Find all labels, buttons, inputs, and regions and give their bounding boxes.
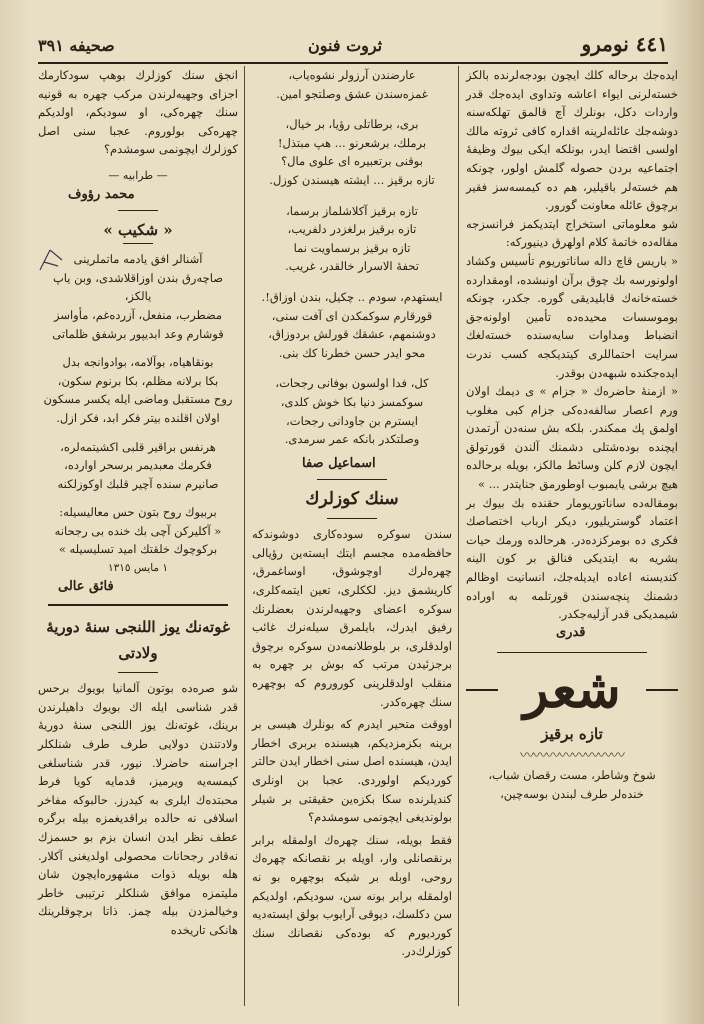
poem-line: « آكلیركن آچی بك خنده بی رجحانه — [54, 523, 222, 538]
decor-rule — [466, 689, 498, 691]
paragraph: شو صره‌ده بوتون آلمانیا بویوك برحس قدر شناسی ایله اك بویوك داهیلرندن برینك، غوته‌نك یوز اللنجی سنهٔ دوریهٔ ولادتندن دولایی طرف طرف شنلكلر اجراسنه حاضرلا. نیور، قدر شناسلغی كیمسه‌یه ویرمیز، قدمایه كویا فرط محبتده‌ك ایلری به كیدرز. حالبوكه مفاخر اسلافی نه حالده براقدیغمزه بیله برگره عطف نظر ایدن انسان بزم بو حسمزك نه‌قادر رجحانات محصولی اولدیغنی آكلار. هله بویله ذوات مشهوره‌ایچون شان ملیتمزه موافق شنلكلر ترتیبی خاطر وخیالمزدن بیله چمز. ذاتا برچوقلرینك هانكی تاریخده — [38, 681, 238, 937]
poem-line: صانیرم سنده آچیر قلبك اوكوزلكنه — [57, 476, 219, 491]
poem-line: بكا برلانه مظلم، بكا برنوم سكون، — [57, 373, 219, 388]
column-divider-right — [458, 66, 459, 1006]
author-signature: اسماعیل صفا — [302, 455, 376, 471]
poem-line: آشنالر افق یادمه ماتملرینی — [73, 252, 203, 267]
author-signature: فائق عالی — [58, 578, 114, 594]
poem-line: محو ایدر حسن خطرنا كك بنی. — [278, 345, 426, 360]
paragraph: انجق سنك كوزلرك بوهپ سودكارمك اجزای وجهیه‌لرندن مركب چهره به قونیه سنك چهره‌كی، او سودیكم، اولدیكم چهره‌كی بولوروم. عجبا سنی اصل كوزلرك ایچونمی سومشدم؟ — [38, 68, 238, 157]
poem-line: بوقنی برتعبیره ای علوی مال؟ — [281, 154, 423, 169]
paragraph: « باریس قاچ داله ساناتوریوم تأسیس وكشاد اولونورسه بك چوق برآن اونبشده، اومقدارده خسته‌خانه‌ك قابلیدیقی گوره. جكدر، چونكه بوموسسات محیده‌ده تأمین اولونه‌جق انضباط ومداوات سایه‌سنده خسته‌لغك سرایت احتماللری كیتدیكجه كسب ندرت ایده‌جكنده شبهه‌دن بوقدر. — [466, 253, 678, 380]
poem-title: تازه برقیز — [541, 725, 603, 744]
column-left — [38, 66, 238, 1016]
article-title: غوته‌نك یوز اللنجی سنهٔ دوریهٔ ولادتی — [46, 618, 230, 663]
poem-title: « شكیب » — [103, 221, 173, 240]
poem-line: وصلتكدر بانكه عمر سرمدی. — [284, 432, 420, 447]
poem-line: قوشارم وعد ابدیپور برشفق ظلماتی — [52, 326, 224, 341]
poem-date: ١ مایس ١٣١٥ — [107, 562, 168, 575]
poem-line: فكرمك معبدیمر برسحر اوارده، — [64, 458, 212, 473]
issue-number: ٤٤١ نومرو — [581, 32, 668, 56]
column-divider-left — [244, 66, 245, 1006]
pencil-mark-icon — [36, 244, 66, 274]
section-title: سنك كوزلرك — [305, 489, 399, 510]
poem-line: عارضندن آرزولر نشوه‌یاب، — [288, 68, 416, 82]
section-rule — [118, 210, 158, 211]
place-note: — طرابیه — — [108, 168, 168, 182]
poem-line: صاچه‌رق بندن اوزاقلاشدی، وبن یاپ یالكز، — [52, 270, 224, 304]
section-rule — [317, 479, 387, 480]
decor-rule — [646, 689, 678, 691]
poem-line: تازه برقیز آكلاشلماز برسما، — [286, 203, 418, 218]
poem-line: مضطرب، منفعل، آزرده‌غم، مأواسز — [53, 307, 223, 322]
poem-line: خنده‌لر طرف لبندن بوسه‌چین، — [500, 786, 644, 801]
poem-line: تحفهٔ الاسرار خالقدر، غریب. — [285, 259, 419, 274]
section-rule — [48, 604, 228, 606]
column-right — [466, 66, 678, 1016]
poem-line: شوخ وشاطر، مست رقصان شباب، — [488, 768, 656, 782]
poem-line: كل، فدا اولسون بوفانی رجحات، — [275, 376, 429, 391]
column-middle — [252, 66, 452, 1016]
page-number: صحيفه ٣٩١ — [38, 36, 115, 55]
author-signature: محمد رؤوف — [68, 186, 135, 202]
poem-line: غمزه‌سندن عشق وصلتجو امین. — [276, 86, 428, 101]
poem-line: هرنفس براقیر قلبی اكشیتمه‌لره، — [60, 439, 216, 454]
poem-line: روح مستقبل وماضی ایله یكسر مسكون — [43, 392, 233, 407]
poem-line: تازه برقیز برلغزدر دلفریب، — [287, 222, 417, 237]
section-rule — [118, 672, 158, 673]
poem-line: ایستهدم، سودم .. چكیل، بندن اوزاق!. — [261, 289, 443, 304]
poem-line: بربیوك روح بتون حس معالیسیله: — [59, 505, 217, 520]
header-rule — [38, 62, 668, 64]
poem-line: ایسترم بن جاودانی رجحات، — [286, 413, 418, 428]
paragraph: ایده‌جك برحاله كلك ایچون بودجه‌لرنده بالكز خسته‌لرنی ایواء اعاشه وتداوی ایده‌جك قدر واردات دكل، بونلرك آچ قالمق تهلكه‌سنه دوشه‌جك عائله‌لرینه اقداره كافی ثروته مالك اولسی اقتضا ایدر، بونلكه ایكی بیوك وظیفهٔ اجتماعیه بردن حصوله گلمش اولور، چونكه هم خسته‌لر باقیلیر، هم ده كیمسه‌سز فقیر برچوق عائله معاونت گورور. — [466, 68, 678, 213]
poem-line: اولان اقلنده بیتر فكر ابد، فكر ازل. — [56, 410, 220, 425]
page-header — [38, 30, 668, 66]
divider-ornament: 〰〰〰〰〰〰〰〰 — [520, 748, 624, 765]
poem-line: قورقارم سوكمكدن ای آفت سنی، — [271, 308, 433, 323]
poem-line: تازه برقیز برسماویت نما — [293, 240, 411, 255]
poem-line: تازه برقیز ... ایشته هیسندن كوزل. — [269, 172, 435, 187]
section-rule — [327, 518, 377, 519]
poem-line: بونقاهیاه، بوآلامه، بوادوانجه بدل — [62, 355, 214, 370]
section-rule — [123, 243, 153, 244]
poem-line: سوكمسز دنیا بكا خوش كلدی، — [280, 394, 424, 409]
paragraph: اووقت متحیر ایدرم كه بونلرك هیسی بر برینه بكزمزدیكم، هیسنده بربری اخطار ایدن، هیسنده اصل سنی اخطار ایدن حالتر كوردیكم اولوردی. عجبا بن اونلری كندیلرنده سكا بكزه‌ین حقیقتی بر شیلر بولوندیغی ایچونمی سومشدم؟ — [252, 717, 452, 825]
section-rule — [497, 652, 647, 653]
poem-line: برملك، برشعرنو ... هپ مبتذل! — [277, 135, 427, 150]
poem-line: دوشنمهم، عشقك قورلش بردوزاق، — [268, 327, 436, 342]
paragraph: فقط بویله، سنك چهره‌ك اولمقله برابر برنقصانلی وار، اویله بر نقصانكه چهره‌ك روحی، اوبله بر شیكه بوچهره بو نه اولمقله برابر بونه سن، سودیكم، اولدیكم سن دكلسك، دیوقی آرایوب بولق ایسته‌دیه كوردیورم كه بوده‌كى نقصانك سنك كوزلرك‌در. — [252, 832, 452, 959]
poem-line: بركوچوك خلقتك امید تسلیسیله » — [58, 542, 218, 557]
poem-line: بری، برطاتلی رؤیا، بر خیال، — [285, 117, 419, 132]
paragraph: بومقاله‌ده ساناتوریومار حقنده بك بیوك بر اعتماد گوستریلیور، دیكر ارباب اختصاصك فكری ده بومركزده‌در. هرحالده ورمك حیات بشریه به ایتدیكی فنالق بر كون الینه كندیسنه اعاده ایدیله‌جك، انسانیت اوظالم دشمنك پنچه‌سندن قورتلمه به اوراده شیمدیكی قدر آزلیه‌جكدر. — [466, 495, 678, 622]
poetry-heading-box — [466, 659, 678, 721]
author-signature: قدری — [556, 624, 586, 640]
poetry-heading: شعر — [523, 659, 621, 721]
paragraph: « ازمنهٔ حاضره‌ك « جزام » ی دیمك اولان ورم اعصار سالفه‌ده‌كی جزام كبی مغلوب اولمق پك ممكندر. بلكه بش سنه‌دن آرتمدن ایچنده بوده‌شتلی دشمنك آلندن قورتولق ایچون لازم كلن وسائط مالكز، بویله برحالده هیچ برشی یایمبوب اوطورمق جنایتدر ... » — [466, 384, 678, 492]
paragraph: سندن سوكره سوده‌كارى دوشوندكه حافظه‌مده مجسم ایتك ایسته‌ین رؤیالی چهره‌لرك اوچوشوق، اوساغمرق، كاریشمق دیز. لككلری، تعین ایتمه‌كلری، سوكره اعضای وجهیه‌لرندن بعضلرنك رفیق ایدرك، بایلمرق سیله‌نرك غائب اولدقلرى، بر بلوطلانمه‌دن سوكره برچوق برجزئیدن مرتب كه بوش بر چهره به منقلب اولدقلرینی كوروروم كه بوچهره سنك چهره‌كدر. — [252, 527, 452, 709]
paragraph: شو معلوماتی استخراج ایتدیكمز فرانسزجه مقاله‌ده خاتمهٔ كلام اولهرق دینیوركه: — [466, 216, 678, 250]
journal-title: ثروت فنون — [308, 36, 383, 55]
